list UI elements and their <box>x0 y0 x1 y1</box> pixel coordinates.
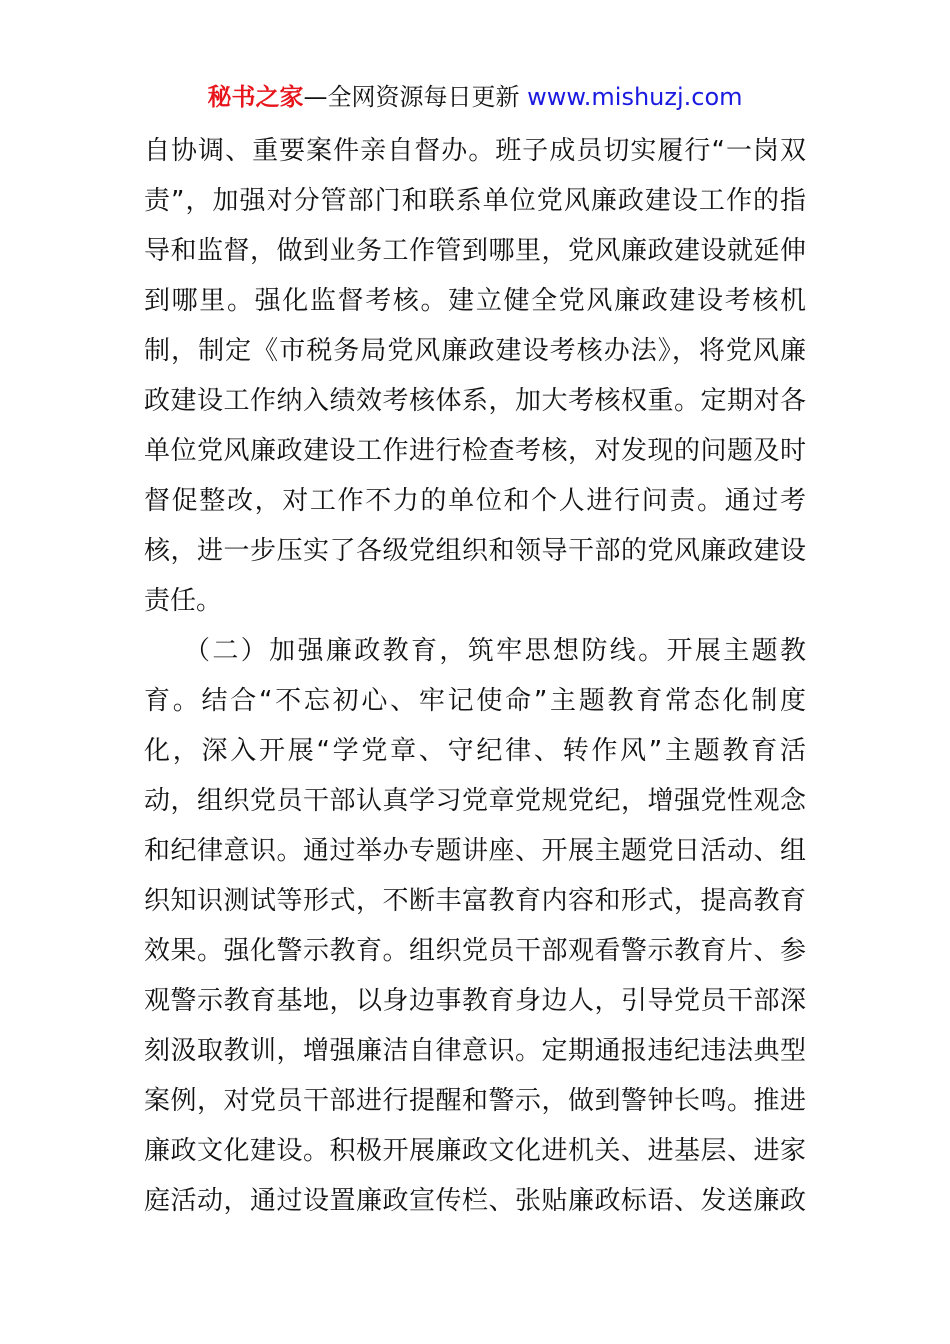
text-line: 化，深入开展“学党章、守纪律、转作风”主题教育活 <box>144 736 806 766</box>
text-line: 责任。 <box>144 586 223 616</box>
text-line: 制，制定《市税务局党风廉政建设考核办法》，将党风廉 <box>144 336 806 366</box>
text-line: 廉政文化建设。积极开展廉政文化进机关、进基层、进家 <box>144 1136 806 1166</box>
text-line: 案例，对党员干部进行提醒和警示，做到警钟长鸣。推进 <box>144 1086 806 1116</box>
text-line: 导和监督，做到业务工作管到哪里，党风廉政建设就延伸 <box>144 236 806 266</box>
section-heading-line: （二）加强廉政教育，筑牢思想防线。开展主题教 <box>184 636 806 666</box>
site-brand: 秘书之家 <box>207 83 304 111</box>
text-line: 督促整改，对工作不力的单位和个人进行问责。通过考 <box>144 486 806 516</box>
site-tagline: —全网资源每日更新 <box>303 83 520 111</box>
text-line: 育。结合“不忘初心、牢记使命”主题教育常态化制度 <box>144 686 806 716</box>
text-line: 庭活动，通过设置廉政宣传栏、张贴廉政标语、发送廉政 <box>144 1186 806 1216</box>
text-line: 织知识测试等形式，不断丰富教育内容和形式，提高教育 <box>144 886 806 916</box>
text-line: 刻汲取教训，增强廉洁自律意识。定期通报违纪违法典型 <box>144 1036 806 1066</box>
document-body <box>144 126 806 1226</box>
text-line: 和纪律意识。通过举办专题讲座、开展主题党日活动、组 <box>144 836 806 866</box>
text-line: 核，进一步压实了各级党组织和领导干部的党风廉政建设 <box>144 536 806 566</box>
text-line: 责”，加强对分管部门和联系单位党风廉政建设工作的指 <box>144 186 806 216</box>
text-line: 动，组织党员干部认真学习党章党规党纪，增强党性观念 <box>144 786 806 816</box>
text-line: 单位党风廉政建设工作进行检查考核，对发现的问题及时 <box>144 436 806 466</box>
page-header <box>0 80 950 114</box>
text-line: 到哪里。强化监督考核。建立健全党风廉政建设考核机 <box>144 286 806 316</box>
text-line: 自协调、重要案件亲自督办。班子成员切实履行“一岗双 <box>144 136 806 166</box>
site-url-link[interactable]: www.mishuzj.com <box>527 83 743 111</box>
text-line: 效果。强化警示教育。组织党员干部观看警示教育片、参 <box>144 936 806 966</box>
text-line: 观警示教育基地，以身边事教育身边人，引导党员干部深 <box>144 986 806 1016</box>
text-line: 政建设工作纳入绩效考核体系，加大考核权重。定期对各 <box>144 386 806 416</box>
